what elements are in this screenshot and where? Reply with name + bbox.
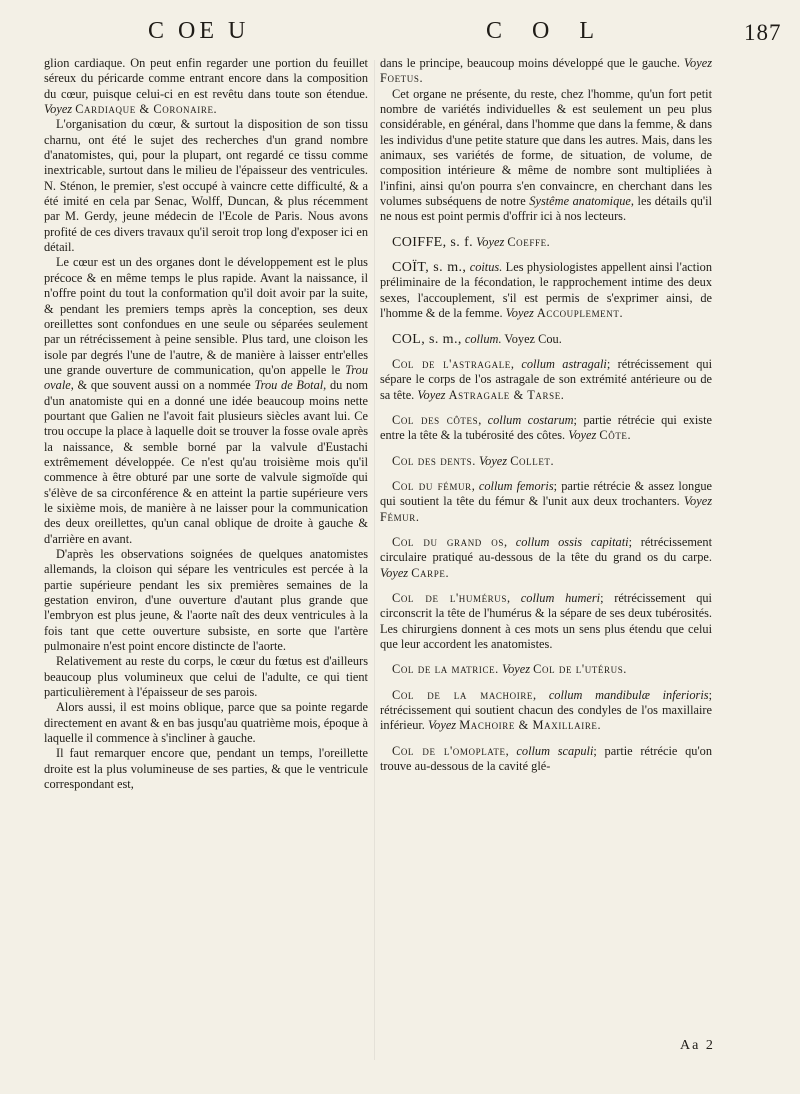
right-p2-end: , les détails qu'il ne nous est point permis d'offrir ici à nos lecteurs. xyxy=(380,194,712,224)
left-paragraph-2: L'organisation du cœur, & surtout la disposition de son tissu charnu, ont été le sujet des recherches d'un grand nombre d'anatomistes, qui, pour la plupart, ont regardé ce tissu comme inextricable, surtout dans le milieu de l'épaisseur des ventricules. N. Sténon, le premier, s'est occupé à vaincre cette difficulté, & a été imité en cela par Senac, Wolff, Duncan, & plus récemment par M. Gerdy, jeune médecin de l'Ecole de Paris. Nous avons profité de ces divers travaux qu'il seroit trop long d'exposer ici en détail. xyxy=(44,117,368,255)
entry-headword: Col de l'humérus xyxy=(392,590,507,605)
see-reference: Voyez xyxy=(428,718,457,733)
see-reference: Voyez xyxy=(505,306,534,321)
cross-reference: Col de l'utérus. xyxy=(533,662,627,677)
entry-col-dents xyxy=(380,454,712,469)
entry-headword: Col de la matrice. xyxy=(392,662,499,677)
left-paragraph-6: Alors aussi, il est moins oblique, parce que sa pointe regarde directement en avant & en bas jusqu'au quatrième mois, époque à laquelle il commence à s'incliner à gauche. xyxy=(44,700,368,746)
entry-headword: Col des dents. xyxy=(392,453,476,468)
entry-definition: ; partie rétrécie qu'on trouve au-dessous de la cavité glé- xyxy=(380,743,713,774)
entry-col-machoire: Col de la machoire, collum mandibulæ inferioris; rétrécissement qui soutient chacun des condyles de l'os maxillaire inférieur. Voyez Machoire & Maxillaire. xyxy=(380,687,713,733)
see-reference: Voyez xyxy=(478,453,508,468)
entry-headword: Col de l'omoplate xyxy=(392,743,506,758)
cross-reference: Carpe. xyxy=(411,565,450,580)
cross-reference: Machoire & Maxillaire. xyxy=(459,718,602,733)
latin-term: collum ossis capitati xyxy=(515,534,629,549)
entry-definition: Voyez Cou. xyxy=(504,331,562,346)
entry-definition: ; rétrécissement qui circonscrit la tête de l'humérus & la sépare de ses deux tubérosités. Les chirurgiens donnent à ces mots un sens plus étendu que celui que leur accordent les anatomistes. xyxy=(380,590,712,651)
signature-mark: Aa 2 xyxy=(680,1038,715,1053)
left-column xyxy=(44,56,368,793)
cross-reference: Cardiaque & Coronaire. xyxy=(75,102,218,117)
entry-col-matrice xyxy=(380,662,712,677)
entry-headword: Col du fémur xyxy=(392,478,472,493)
latin-term: collum. xyxy=(464,331,502,346)
entry-definition: ; rétrécissement circulaire pratiqué au-dessous de la tête du grand os du carpe. xyxy=(380,534,713,565)
cross-reference: Coeffe. xyxy=(507,234,551,249)
entry-coiffe xyxy=(380,235,712,250)
entry-definition: ; rétrécissement qui sépare le corps de l'os astragale de son extrémité antérieure ou de sa tête. xyxy=(380,356,713,402)
entry-headword: COL, s. m., xyxy=(392,331,462,347)
term-trou-botal: Trou de Botal xyxy=(254,378,324,393)
see-reference: Voyez xyxy=(476,234,505,249)
cross-reference: Accouplement. xyxy=(536,306,624,321)
term-trou-ovale: Trou ovale xyxy=(44,362,368,393)
latin-term: coitus. xyxy=(469,260,503,275)
latin-term: collum astragali xyxy=(521,356,607,371)
see-reference: Voyez xyxy=(380,565,409,580)
see-reference: Voyez xyxy=(683,56,712,70)
entry-headword: Col des côtes xyxy=(392,412,479,427)
latin-term: collum femoris xyxy=(478,478,554,493)
column-gutter xyxy=(374,60,375,1060)
left-paragraph-1 xyxy=(44,56,368,117)
left-paragraph-5: Relativement au reste du corps, le cœur du fœtus est d'ailleurs beaucoup plus volumineux que celui de l'adulte, ce qui tient particulièrement à l'épaisseur de ses parois. xyxy=(44,654,368,700)
entry-headword: COIFFE, s. f. xyxy=(392,234,474,250)
entry-col-humerus: Col de l'humérus, collum humeri; rétrécissement qui circonscrit la tête de l'humérus & la sépare de ses deux tubérosités. Les chirurgiens donnent à ces mots un sens plus étendu que celui que leur accordent les anatomistes. xyxy=(380,590,712,651)
entry-col-omoplate: Col de l'omoplate, collum scapuli; partie rétrécie qu'on trouve au-dessous de la cavité glé- xyxy=(380,743,713,774)
latin-term: collum scapuli xyxy=(516,743,594,758)
latin-term: collum humeri xyxy=(520,590,601,605)
entry-col-femur: Col du fémur, collum femoris; partie rétrécie & assez longue qui soutient la tête du fémur & l'unit aux deux trochanters. Voyez Fémur. xyxy=(380,478,713,524)
latin-term: collum mandibulæ inferioris xyxy=(548,687,709,702)
right-paragraph-1 xyxy=(380,56,712,87)
entry-definition: Les physiologistes appellent ainsi l'action préliminaire de la fécondation, le rapprochement intime des deux sexes, l'accouplement, s'il est permis de s'exprimer ainsi, de l'homme & de la femme. xyxy=(380,260,712,321)
entry-col-cotes: Col des côtes, collum costarum; partie rétrécie qui existe entre la tête & la tubérosité des côtes. Voyez Côte. xyxy=(380,412,712,443)
entry-headword: Col du grand os xyxy=(392,534,504,549)
entry-definition: ; partie rétrécie & assez longue qui soutient la tête du fémur & l'unit aux deux trochanters. xyxy=(380,478,713,509)
see-reference: Voyez xyxy=(44,102,73,117)
page-number: 187 xyxy=(744,20,782,45)
left-p1-text: glion cardiaque. On peut enfin regarder une portion du feuillet séreux du péricarde comme entrant encore dans la composition du cœur, puisque celui-ci en est revêtu dans toute son étendue. xyxy=(44,56,368,101)
work-title: Systême anatomique xyxy=(529,194,631,209)
cross-reference: Collet. xyxy=(510,453,555,468)
cross-reference: Astragale & Tarse. xyxy=(448,387,565,402)
entry-coit xyxy=(380,260,712,321)
right-column xyxy=(380,56,712,774)
see-reference: Voyez xyxy=(568,428,597,443)
left-p3-text-b: , & que souvent aussi on a nommée xyxy=(70,378,251,393)
latin-term: collum costarum xyxy=(487,412,574,427)
see-reference: Voyez xyxy=(501,662,531,677)
left-paragraph-7: Il faut remarquer encore que, pendant un temps, l'oreillette droite est la plus volumineuse de ses parties, & que le ventricule correspondant est, xyxy=(44,746,368,792)
cross-reference: Côte. xyxy=(599,428,632,443)
entry-headword: Col de l'astragale xyxy=(392,356,511,371)
right-p2-text: Cet organe ne présente, du reste, chez l'homme, qu'un fort petit nombre de variétés individuelles & est seulement un peu plus considérable, en général, dans l'homme que dans la femme, & dans les individus d'une petite stature que dans les autres. Mais, dans les animaux, ses variétés de forme, de situation, de volume, de composition intérieure & même de nombre sont multipliées à l'infini, ainsi qu'on pourra s'en convaincre, en cherchant dans les volumes subséquens de notre xyxy=(380,86,712,209)
right-paragraph-2 xyxy=(380,87,712,225)
cross-reference: Fémur. xyxy=(380,509,420,524)
entry-headword: Col de la machoire xyxy=(392,687,534,702)
header-middle-word: C O L xyxy=(486,18,606,44)
left-paragraph-3 xyxy=(44,255,368,547)
header-left-word: C OE U xyxy=(148,18,250,44)
cross-reference: Foetus. xyxy=(380,71,424,86)
entry-definition: ; partie rétrécie qui existe entre la tête & la tubérosité des côtes. xyxy=(380,412,712,443)
see-reference: Voyez xyxy=(683,494,712,509)
entry-headword: COÏT, s. m., xyxy=(392,260,467,276)
left-paragraph-4: D'après les observations soignées de quelques anatomistes allemands, la cloison qui sépare les ventricules est percée à la partie supérieure pendant les six premières semaines de la gestation environ, d'une ouverture d'autant plus grande que l'embryon est plus jeune, & l'aorte naît des deux ventricules à la fois tant que cette ouverture subsiste, en sorte que l'artère pulmonaire n'est point encore distincte de l'aorte. xyxy=(44,547,368,654)
entry-col-astragale: Col de l'astragale, collum astragali; rétrécissement qui sépare le corps de l'os astragale de son extrémité antérieure ou de sa tête. Voyez Astragale & Tarse. xyxy=(380,356,713,402)
running-header xyxy=(0,14,800,50)
left-p3-text-a: Le cœur est un des organes dont le développement est le plus précoce & en même temps le plus rapide. Avant la naissance, il n'offre point du tout la conformation qu'il doit avoir par la suite, & pendant les premiers temps après la conception, ses deux oreillettes sont confondues en une seule ou séparées seulement par un rétrécissement à peine sensible. Plus tard, une cloison les isole par degrés l'une de l'autre, & de manière à laisser entr'elles une grande ouverture de communication, qu'on appelle le xyxy=(44,255,368,377)
see-reference: Voyez xyxy=(417,387,446,402)
entry-col xyxy=(380,332,712,347)
left-p3-text-c: , du nom d'un anatomiste qui en a donné une idée beaucoup moins nette pourtant que Galien ne l'avoit fait plusieurs siècles avant lui. Ce trou occupe la place à laquelle doit se trouver la fosse ovale après la naissance, & semble borné par la valvule d'Eustachi extrêmement développée. Ce n'est qu'au troisième mois qu'il commence à être obturé par une sorte de valvule sigmoïde qui s'élève de sa circonférence & en atteint la partie supérieure vers le sixième mois, de manière à ne laisser pour la communication des deux oreillettes, qu'un canal oblique de droite à gauche & d'arrière en avant. xyxy=(44,378,368,546)
entry-definition: ; rétrécissement qui soutient chacun des condyles de l'os maxillaire inférieur. xyxy=(380,687,713,733)
entry-col-grand-os: Col du grand os, collum ossis capitati; rétrécissement circulaire pratiqué au-dessous de la tête du grand os du carpe. Voyez Carpe. xyxy=(380,534,713,580)
right-p1-text: dans le principe, beaucoup moins développé que le gauche. xyxy=(380,56,680,70)
